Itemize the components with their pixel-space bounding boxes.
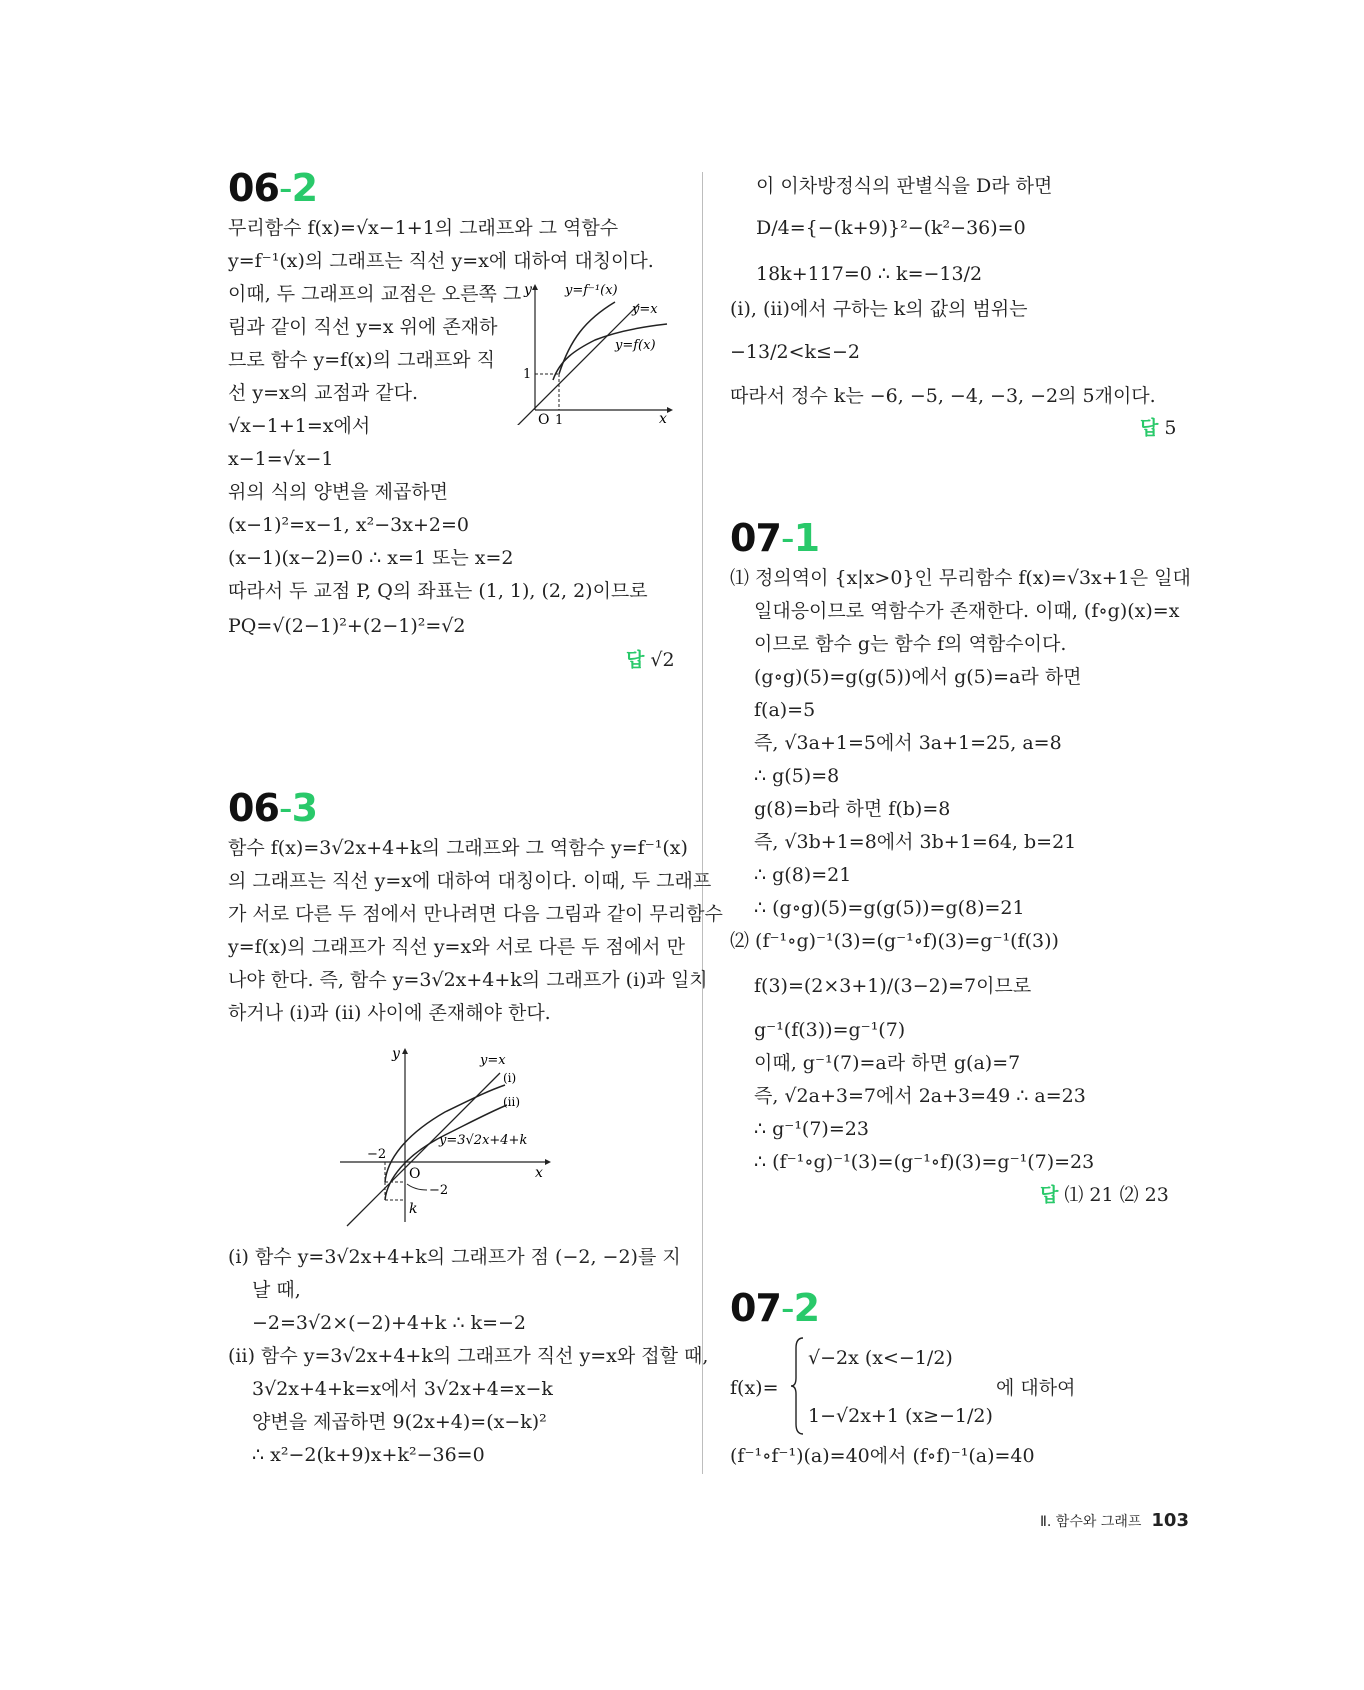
text-line: √x−1+1=x에서 <box>228 415 371 437</box>
text-line: ∴ (f⁻¹∘g)⁻¹(3)=(g⁻¹∘f)(3)=g⁻¹(7)=23 <box>754 1151 1095 1173</box>
graph-label: y=f(x) <box>615 338 656 353</box>
answer-07-1: 답 ⑴ 21 ⑵ 23 <box>1040 1184 1169 1206</box>
graph-label: y <box>524 282 532 298</box>
text-line: 가 서로 다른 두 점에서 만나려면 다음 그림과 같이 무리함수 <box>228 903 723 925</box>
text-line: ∴ (g∘g)(5)=g(g(5))=g(8)=21 <box>754 897 1025 919</box>
text-line: 즉, √3a+1=5에서 3a+1=25, a=8 <box>754 732 1062 754</box>
text-line: 양변을 제곱하면 9(2x+4)=(x−k)² <box>252 1411 547 1433</box>
text-line: 에 대하여 <box>996 1377 1076 1399</box>
text-line: (ⅰ), (ⅱ)에서 구하는 k의 값의 범위는 <box>730 298 1028 320</box>
text-line: ⑴ 정의역이 {x|x>0}인 무리함수 f(x)=√3x+1은 일대 <box>730 567 1191 589</box>
text-line: 따라서 두 교점 P, Q의 좌표는 (1, 1), (2, 2)이므로 <box>228 580 648 602</box>
graph-label: k <box>409 1201 418 1217</box>
text-line: 날 때, <box>252 1279 301 1301</box>
text-line: 18k+117=0 ∴ k=−13/2 <box>756 263 983 285</box>
text-line: (g∘g)(5)=g(g(5))에서 g(5)=a라 하면 <box>754 666 1082 688</box>
text-line: 이므로 함수 g는 함수 f의 역함수이다. <box>754 633 1067 655</box>
problem-heading-06-3: 06-3 <box>228 786 318 830</box>
graph-label: O <box>409 1166 421 1182</box>
graph-label: (ⅱ) <box>503 1095 521 1109</box>
page-number: 103 <box>1151 1510 1189 1531</box>
inverse-curve <box>559 302 615 374</box>
graph-label: 1 <box>555 413 564 425</box>
text-line: ∴ g⁻¹(7)=23 <box>754 1118 869 1140</box>
text-line: f(a)=5 <box>754 699 816 721</box>
graph-label: y=3√2x+4+k <box>439 1133 528 1148</box>
graph-label: O <box>538 412 550 425</box>
text-line: 무리함수 f(x)=√x−1+1의 그래프와 그 역함수 <box>228 217 619 239</box>
piece-top: √−2x (x<−1/2) <box>808 1347 953 1369</box>
text-line: 즉, √2a+3=7에서 2a+3=49 ∴ a=23 <box>754 1085 1086 1107</box>
left-brace <box>790 1336 806 1436</box>
text-line: x−1=√x−1 <box>228 448 334 470</box>
text-line: 이때, g⁻¹(7)=a라 하면 g(a)=7 <box>754 1052 1021 1074</box>
text-line: f(3)=(2×3+1)/(3−2)=7이므로 <box>754 975 1032 997</box>
text-line: g(8)=b라 하면 f(b)=8 <box>754 798 951 820</box>
graph-label: (ⅰ) <box>503 1071 517 1085</box>
text-line: 므로 함수 y=f(x)의 그래프와 직 <box>228 349 495 371</box>
text-line: 위의 식의 양변을 제곱하면 <box>228 481 449 503</box>
text-line: (f⁻¹∘f⁻¹)(a)=40에서 (f∘f)⁻¹(a)=40 <box>730 1445 1035 1467</box>
text-line: 따라서 정수 k는 −6, −5, −4, −3, −2의 5개이다. <box>730 385 1156 407</box>
text-line: y=f⁻¹(x)의 그래프는 직선 y=x에 대하여 대칭이다. <box>228 250 654 272</box>
text-line: PQ=√(2−1)²+(2−1)²=√2 <box>228 615 466 637</box>
text-line: 의 그래프는 직선 y=x에 대하여 대칭이다. 이때, 두 그래프 <box>228 870 712 892</box>
graph-label: −2 <box>367 1147 387 1162</box>
problem-heading-06-2: 06-2 <box>228 166 318 210</box>
text-line: 나야 한다. 즉, 함수 y=3√2x+4+k의 그래프가 (ⅰ)과 일치 <box>228 969 708 991</box>
graph-label: y=x <box>632 302 658 317</box>
text-line: 림과 같이 직선 y=x 위에 존재하 <box>228 316 498 338</box>
text-line: (ⅱ) 함수 y=3√2x+4+k의 그래프가 직선 y=x와 접할 때, <box>228 1345 709 1367</box>
text-line: −13/2<k≤−2 <box>730 341 860 363</box>
text-line: (ⅰ) 함수 y=3√2x+4+k의 그래프가 점 (−2, −2)를 지 <box>228 1246 681 1268</box>
piece-bottom: 1−√2x+1 (x≥−1/2) <box>808 1405 993 1427</box>
graph-label: y <box>392 1046 400 1062</box>
text-line: ⑵ (f⁻¹∘g)⁻¹(3)=(g⁻¹∘f)(3)=g⁻¹(f(3)) <box>730 930 1059 952</box>
page-footer <box>1040 1510 1189 1531</box>
text-line: 일대응이므로 역함수가 존재한다. 이때, (f∘g)(x)=x <box>754 600 1180 622</box>
text-line: ∴ x²−2(k+9)x+k²−36=0 <box>252 1444 485 1466</box>
graph-label: x <box>659 411 667 425</box>
inverse-function-graph <box>515 280 680 425</box>
text-line: 함수 f(x)=3√2x+4+k의 그래프와 그 역함수 y=f⁻¹(x) <box>228 837 688 859</box>
text-line: ∴ g(5)=8 <box>754 765 840 787</box>
chapter-label: Ⅱ. 함수와 그래프 <box>1040 1514 1142 1530</box>
text-line: D/4={−(k+9)}²−(k²−36)=0 <box>756 217 1026 239</box>
text-line: −2=3√2×(−2)+4+k ∴ k=−2 <box>252 1312 527 1334</box>
graph-label: y=f⁻¹(x) <box>565 283 618 298</box>
text-line: ∴ g(8)=21 <box>754 864 852 886</box>
graph-label: x <box>535 1165 543 1181</box>
text-line: g⁻¹(f(3))=g⁻¹(7) <box>754 1019 906 1041</box>
text-line: 하거나 (ⅰ)과 (ⅱ) 사이에 존재해야 한다. <box>228 1002 551 1024</box>
text-line: 선 y=x의 교점과 같다. <box>228 382 419 404</box>
text-line: (x−1)(x−2)=0 ∴ x=1 또는 x=2 <box>228 547 514 569</box>
text-line: (x−1)²=x−1, x²−3x+2=0 <box>228 514 469 536</box>
column-divider <box>702 172 703 1474</box>
answer-06-3: 답 5 <box>1140 417 1177 439</box>
text-line: 이때, 두 그래프의 교점은 오른쪽 그 <box>228 283 522 305</box>
text-line: y=f(x)의 그래프가 직선 y=x와 서로 다른 두 점에서 만 <box>228 936 685 958</box>
text-line: 즉, √3b+1=8에서 3b+1=64, b=21 <box>754 831 1077 853</box>
piecewise-fx: f(x)= <box>730 1377 779 1399</box>
graph-label: 1 <box>523 367 532 382</box>
text-line: 3√2x+4+k=x에서 3√2x+4=x−k <box>252 1378 553 1400</box>
graph-label: y=x <box>480 1053 506 1068</box>
radical-function-graph <box>335 1040 565 1230</box>
problem-heading-07-2: 07-2 <box>730 1286 820 1330</box>
graph-label: −2 <box>429 1183 449 1198</box>
problem-heading-07-1: 07-1 <box>730 516 820 560</box>
text-line: 이 이차방정식의 판별식을 D라 하면 <box>756 175 1053 197</box>
answer-06-2: 답 √2 <box>626 649 675 671</box>
